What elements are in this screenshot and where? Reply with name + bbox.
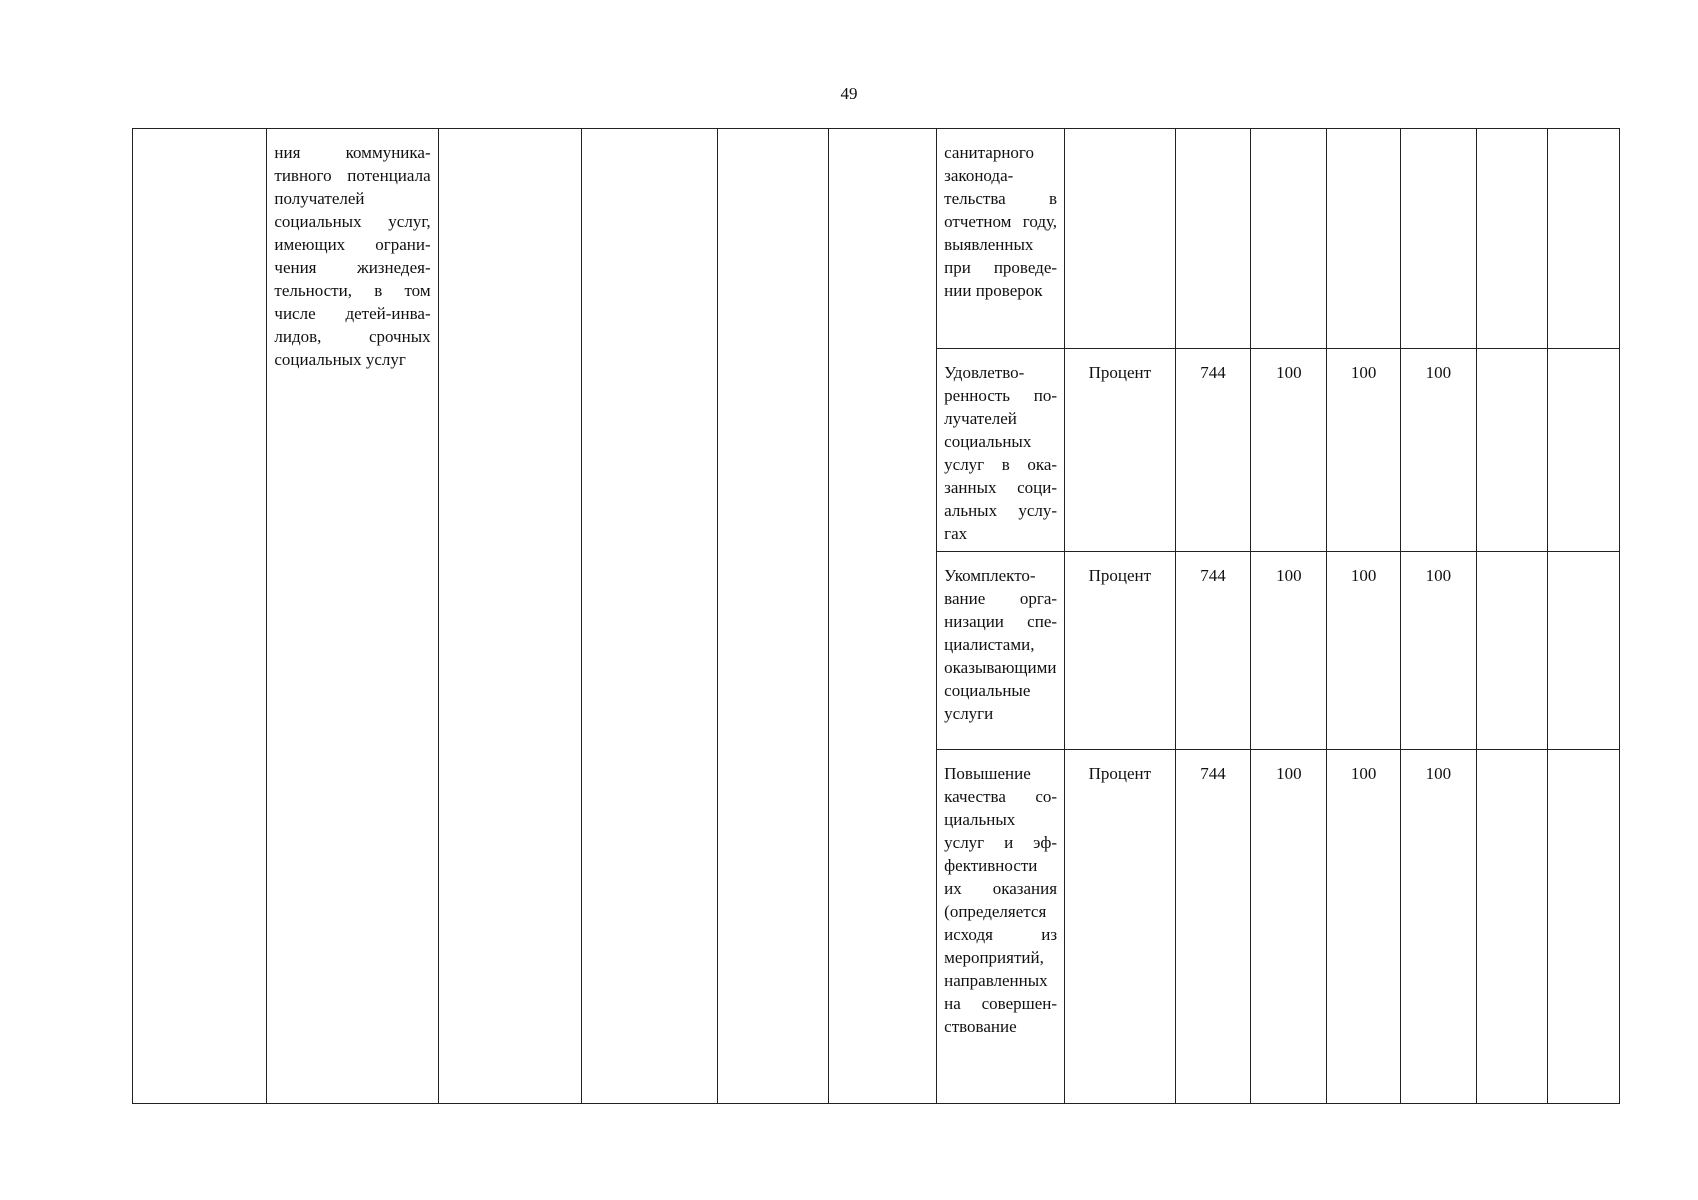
unit-cell: Процент (1065, 750, 1176, 1104)
value-cell: 100 (1327, 552, 1401, 750)
value-cell: 100 (1251, 750, 1327, 1104)
code-cell (1175, 129, 1251, 349)
unit-cell: Процент (1065, 552, 1176, 750)
unit-cell: Процент (1065, 349, 1176, 552)
cell-empty (1548, 349, 1620, 552)
value-cell: 100 (1401, 552, 1477, 750)
cell-empty (133, 129, 267, 1104)
code-cell: 744 (1175, 552, 1251, 750)
code-cell: 744 (1175, 750, 1251, 1104)
service-table (132, 128, 1620, 1104)
cell-empty (1548, 552, 1620, 750)
value-cell: 100 (1401, 750, 1477, 1104)
cell-empty (581, 129, 718, 1104)
cell-empty (1548, 129, 1620, 349)
cell-empty (1476, 129, 1548, 349)
service-name-cell: ния коммуникативного потенциала получателей социальных услуг, имеющих ограничения жизнедеятельности, в том числе детей-инвалидов, срочных социальных услуг (267, 129, 438, 1104)
cell-empty (1476, 552, 1548, 750)
unit-cell (1065, 129, 1176, 349)
indicator-cell: Удовлетворенность получателей социальных услуг в оказанных социальных услугах (937, 349, 1065, 552)
cell-empty (1476, 349, 1548, 552)
value-cell: 100 (1327, 750, 1401, 1104)
code-cell: 744 (1175, 349, 1251, 552)
value-cell: 100 (1251, 349, 1327, 552)
cell-empty (438, 129, 581, 1104)
indicator-cell: санитарного законодательства в отчетном году, выявленных при проведении проверок (937, 129, 1065, 349)
table-row (133, 129, 1620, 349)
indicator-cell: Укомплектование организации специалистами, оказывающими социальные услуги (937, 552, 1065, 750)
value-cell: 100 (1251, 552, 1327, 750)
cell-empty (718, 129, 829, 1104)
page-number: 49 (840, 84, 858, 103)
indicator-cell: Повышение качества социальных услуг и эффективности их оказания (определяется исходя из мероприятий, направленных на совершенствование (937, 750, 1065, 1104)
value-cell: 100 (1401, 349, 1477, 552)
value-cell: 100 (1327, 349, 1401, 552)
cell-empty (1476, 750, 1548, 1104)
cell-empty (828, 129, 936, 1104)
value-cell (1327, 129, 1401, 349)
value-cell (1401, 129, 1477, 349)
value-cell (1251, 129, 1327, 349)
cell-empty (1548, 750, 1620, 1104)
